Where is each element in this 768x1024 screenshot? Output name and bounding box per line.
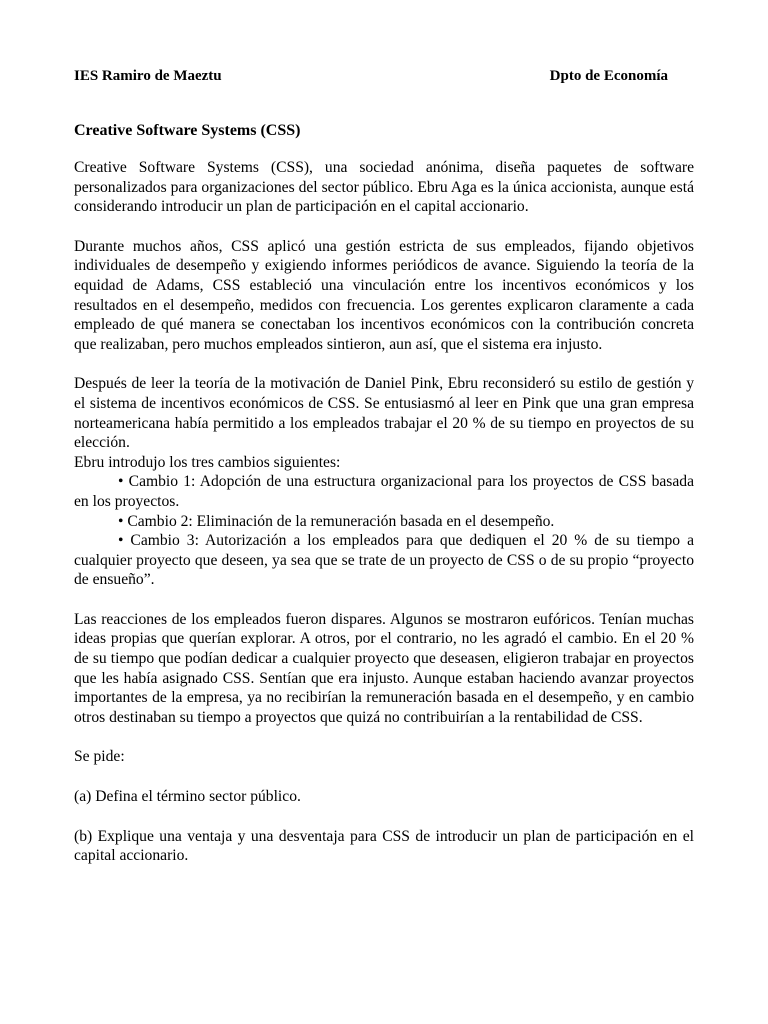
questions-heading: Se pide: xyxy=(74,748,125,766)
question-a: (a) Defina el término sector público. xyxy=(74,788,301,806)
question-b: (b) Explique una ventaja y una desventaja para CSS de introducir un plan de participación en el capital accionario. xyxy=(74,827,694,865)
document-body xyxy=(74,158,694,866)
paragraph-changes-intro: Ebru introdujo los tres cambios siguientes: xyxy=(74,453,341,471)
paragraph-intro: Creative Software Systems (CSS), una sociedad anónima, diseña paquetes de software personalizados para organizaciones del sector público. Ebru Aga es la única accionista, aunque está considerando introducir un plan de participación en el capital accionario. xyxy=(74,159,694,216)
paragraph-adams: Durante muchos años, CSS aplicó una gestión estricta de sus empleados, fijando objetivos individuales de desempeño y exigiendo informes periódicos de avance. Siguiendo la teoría de la equidad de Adams, CSS estableció una vinculación entre los incentivos económicos y los resultados en el desempeño, medidos con frecuencia. Los gerentes explicaron claramente a cada empleado de qué manera se conectaban los incentivos económicos con la contribución concreta que realizaban, pero muchos empleados sintieron, aun así, que el sistema era injusto. xyxy=(74,237,694,353)
change-3: • Cambio 3: Autorización a los empleados para que dediquen el 20 % de su tiempo a cualquier proyecto que deseen, ya sea que se trate de un proyecto de CSS o de su propio “proyecto de ensueño”. xyxy=(74,532,694,589)
document-page xyxy=(74,0,694,1024)
paragraph-reactions: Las reacciones de los empleados fueron dispares. Algunos se mostraron eufóricos. Tenían muchas ideas propias que querían explorar. A otros, por el contrario, no les agradó el cambio. En el 20 % de su tiempo que podían dedicar a cualquier proyecto que deseasen, eligieron trabajar en proyectos que les había asignado CSS. Sentían que era injusto. Aunque estaban haciendo avanzar proyectos importantes de la empresa, ya no recibirían la remuneración basada en el desempeño, y en cambio otros destinaban su tiempo a proyectos que quizá no contribuirían a la rentabilidad de CSS. xyxy=(74,610,694,726)
document-title: Creative Software Systems (CSS) xyxy=(74,122,301,139)
school-name: IES Ramiro de Maeztu xyxy=(74,68,222,84)
paragraph-pink: Después de leer la teoría de la motivación de Daniel Pink, Ebru reconsideró su estilo de gestión y el sistema de incentivos económicos de CSS. Se entusiasmó al leer en Pink que una gran empresa norteamericana había permitido a los empleados trabajar el 20 % de su tiempo en proyectos de su elección. xyxy=(74,375,694,452)
change-2: • Cambio 2: Eliminación de la remuneración basada en el desempeño. xyxy=(118,512,555,530)
change-1: • Cambio 1: Adopción de una estructura organizacional para los proyectos de CSS basada en los proyectos. xyxy=(74,473,694,510)
department-name: Dpto de Economía xyxy=(549,68,668,84)
page-header xyxy=(74,68,694,88)
